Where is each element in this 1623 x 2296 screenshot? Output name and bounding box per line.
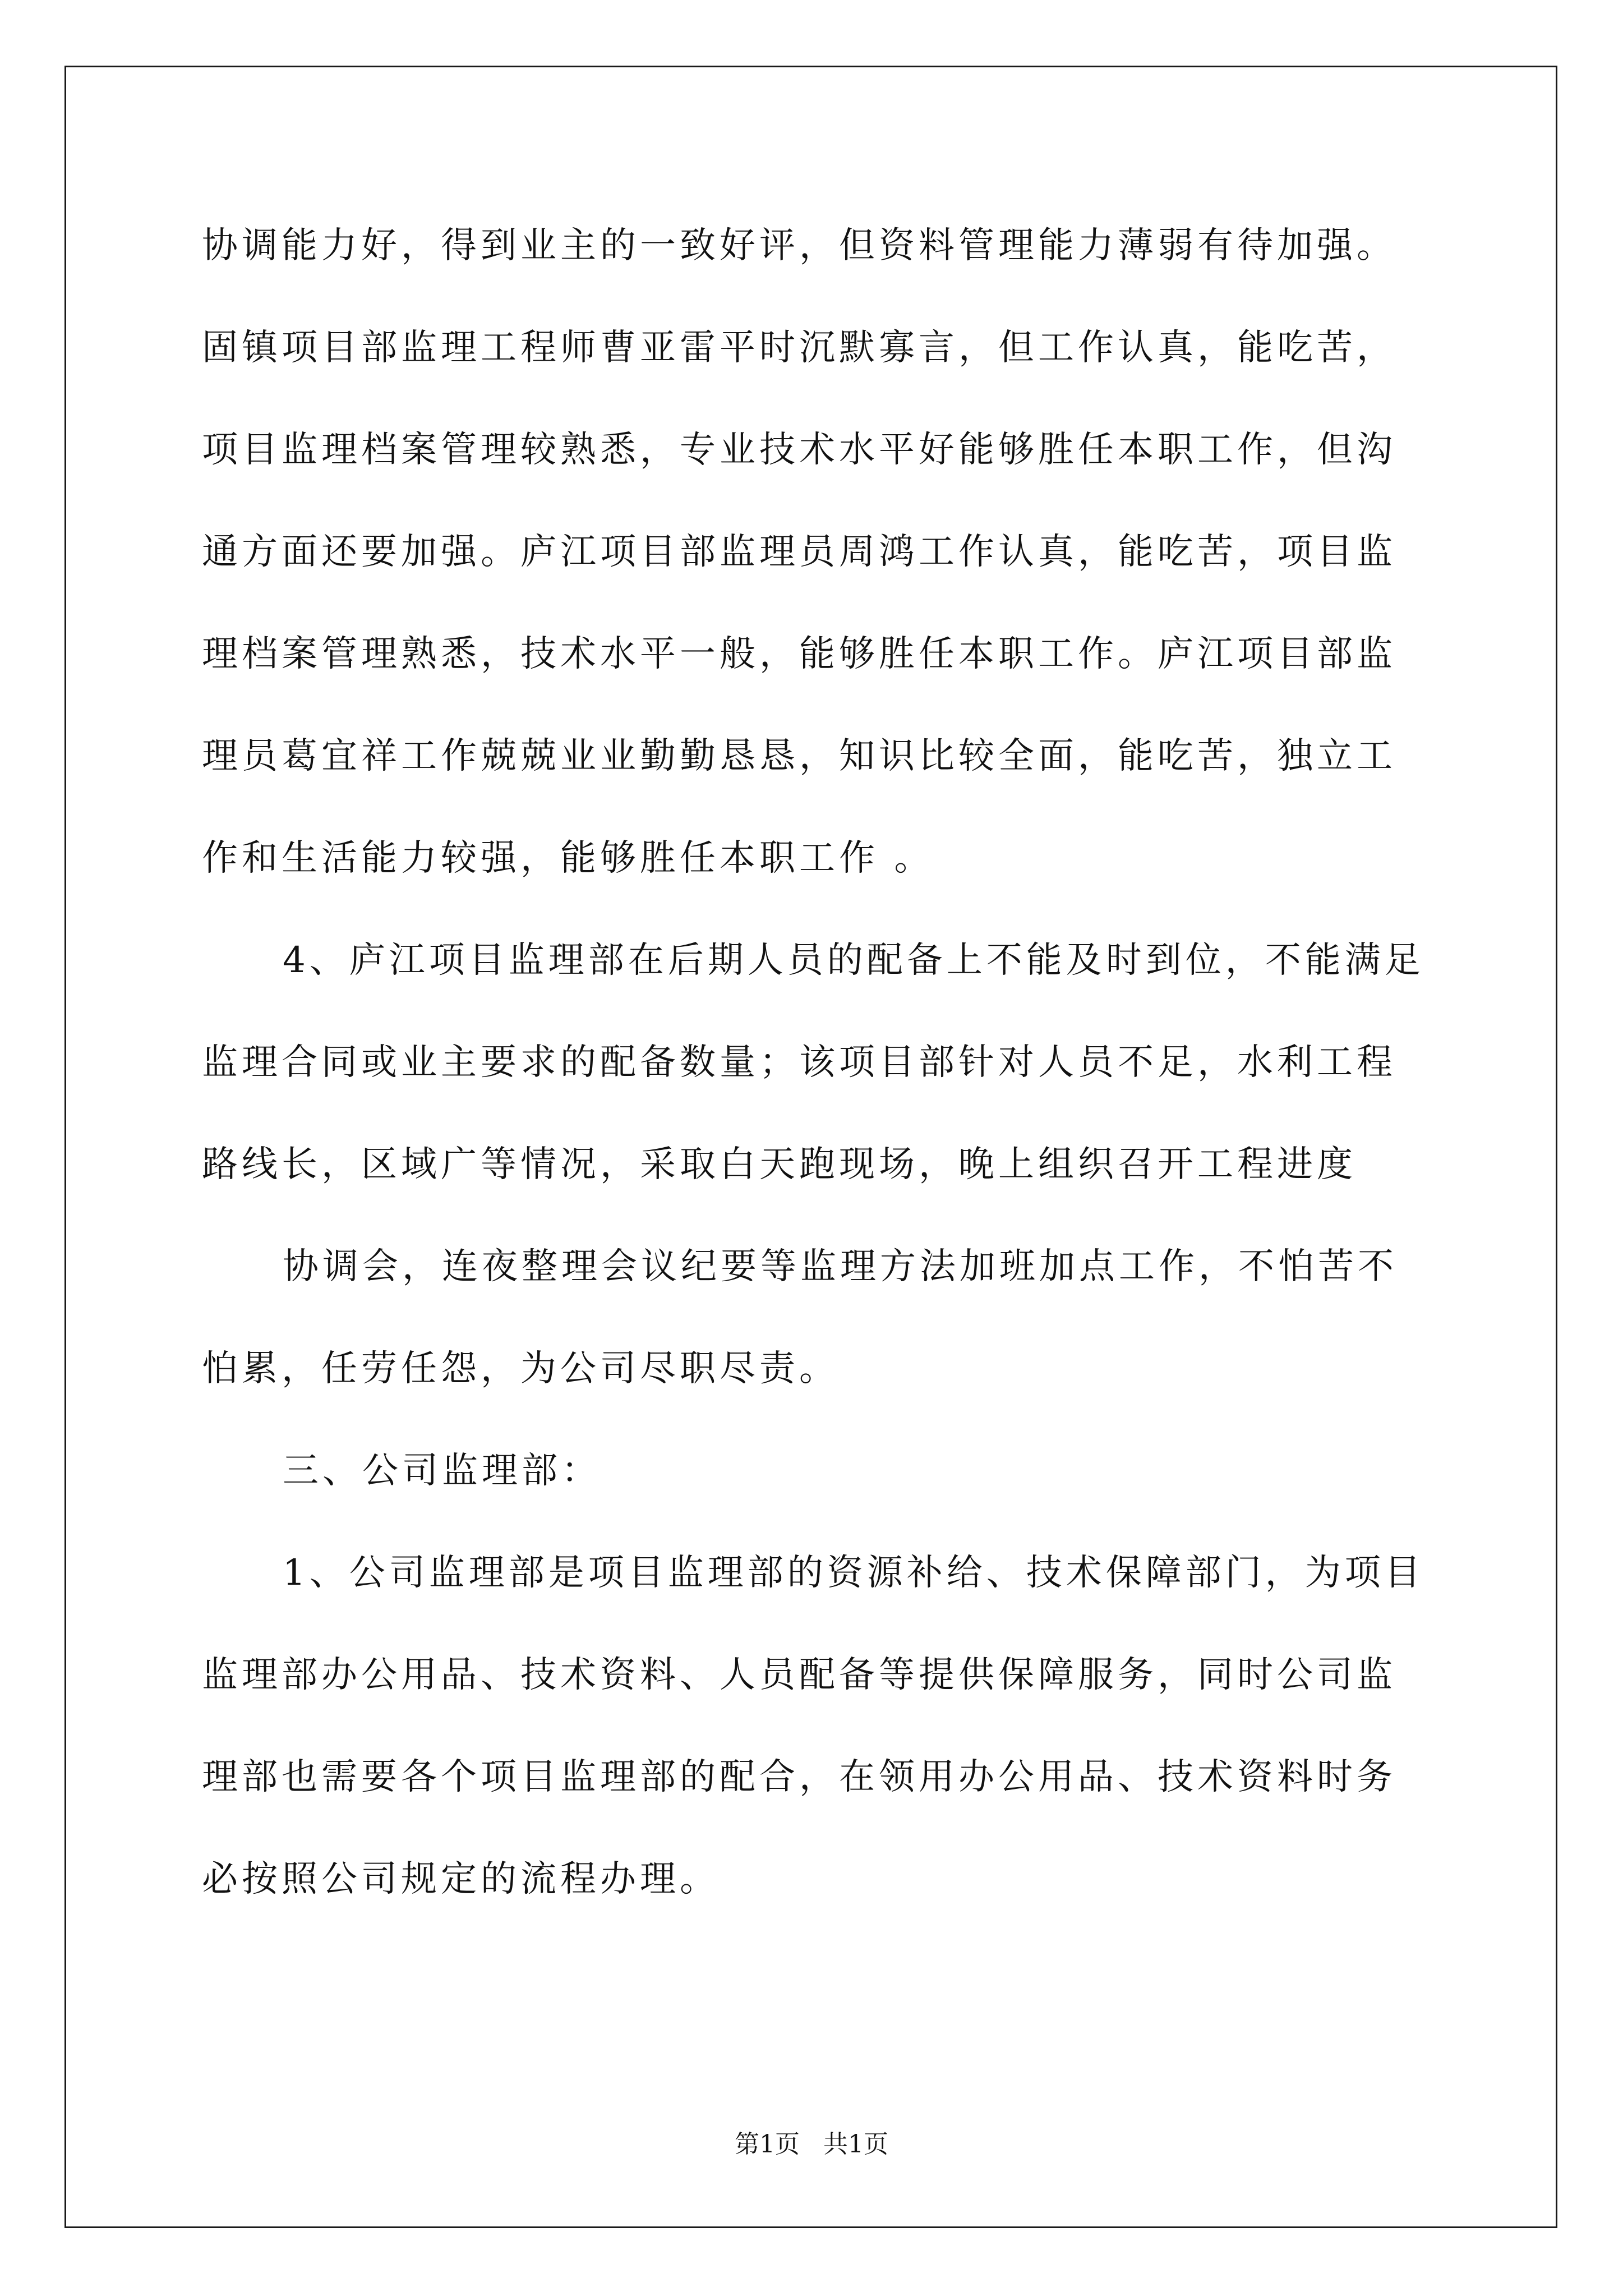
paragraph-start-line: 协调会，连夜整理会议纪要等监理方法加班加点工作，不怕苦不	[283, 1246, 1398, 1287]
text-line: 项目监理档案管理较熟悉，专业技术水平好能够胜任本职工作，但沟	[202, 429, 1396, 471]
text-line: 协调能力好，得到业主的一致好评，但资料管理能力薄弱有待加强。	[202, 225, 1396, 266]
text-line: 怕累，任劳任怨，为公司尽职尽责。	[202, 1348, 839, 1389]
text-line: 监理合同或业主要求的配备数量；该项目部针对人员不足，水利工程	[202, 1042, 1396, 1083]
page-footer: 第1页 共1页	[735, 2130, 888, 2159]
text-line: 理员葛宜祥工作兢兢业业勤勤恳恳，知识比较全面，能吃苦，独立工	[202, 735, 1396, 777]
section-heading: 三、公司监理部：	[283, 1450, 601, 1492]
text-line: 监理部办公用品、技术资料、人员配备等提供保障服务，同时公司监	[202, 1654, 1396, 1696]
text-line: 作和生活能力较强，能够胜任本职工作 。	[202, 838, 934, 879]
paragraph-start-line: 4、庐江项目监理部在后期人员的配备上不能及时到位，不能满足	[283, 940, 1424, 981]
text-line: 通方面还要加强。庐江项目部监理员周鸿工作认真，能吃苦，项目监	[202, 531, 1396, 573]
paragraph-start-line: 1、公司监理部是项目监理部的资源补给、技术保障部门，为项目	[283, 1552, 1424, 1594]
text-line: 理部也需要各个项目监理部的配合，在领用办公用品、技术资料时务	[202, 1756, 1396, 1798]
text-line: 固镇项目部监理工程师曹亚雷平时沉默寡言，但工作认真，能吃苦，	[202, 327, 1396, 369]
text-line: 必按照公司规定的流程办理。	[202, 1858, 720, 1900]
text-line: 理档案管理熟悉，技术水平一般，能够胜任本职工作。庐江项目部监	[202, 633, 1396, 675]
text-line: 路线长，区域广等情况，采取白天跑现场，晚上组织召开工程进度	[202, 1144, 1357, 1185]
